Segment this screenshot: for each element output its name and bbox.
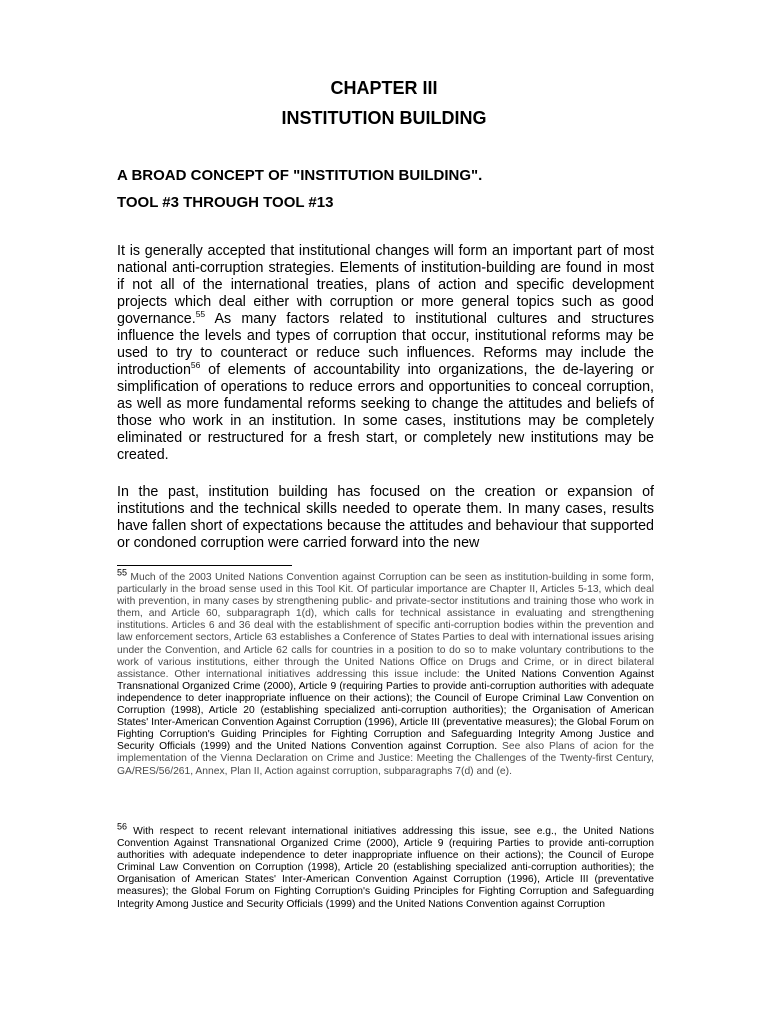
body-paragraph-2: In the past, institution building has focused on the creation or expansion of institutions and the technical skills needed to operate them. In many cases, results have fallen short of expectations because the attitudes and behaviour that supported or condoned corruption were carried forward into the new <box>117 484 654 551</box>
footnote-55-text-a: Much of the 2003 United Nations Convention against Corruption can be seen as institution-building in some form, particularly in the broad sense used in this Tool Kit. Of particular importance are Chapter II, Articles 5-13, which deal with prevention, in many cases by strengthening public- and private-sector institutions and training those who work in them, and Article 60, subparagraph 1(d), which calls for technical assistance in evaluating and strengthening institutions. Articles 6 and 36 deal with the establishment of specific anti-corruption bodies within the prevention and law enforcement sectors, Article 63 establishes a Conference of States Parties to deal with international issues arising under the Convention, and Article 62 calls for countries in a position to do so to make voluntary contributions to the work of various institutions, either through the United Nations Office on Drugs and Crime, or in direct bilateral assistance. Other international initiatives addressing this issue include: <box>117 572 654 680</box>
footnote-ref-56[interactable]: 56 <box>190 360 201 371</box>
paragraph-1-part-c: of elements of accountability into organizations, the de-layering or simplification of operations to reduce errors and opportunities to conceal corruption, as well as more fundamental reforms seeking to change the attitudes and beliefs of those who work in an institution. In some cases, institutions may be completely eliminated or restructured for a fresh start, or completely new institutions may be created. <box>117 362 654 463</box>
chapter-number: CHAPTER III <box>330 78 438 98</box>
chapter-title: INSTITUTION BUILDING <box>281 108 487 128</box>
section-heading: A BROAD CONCEPT OF "INSTITUTION BUILDING". <box>117 167 483 184</box>
footnote-ref-55[interactable]: 55 <box>195 309 206 320</box>
footnote-55-text-b: the United Nations Convention Against Transnational Organized Crime (2000), Article 9 (requiring Parties to provide anti-corruption authorities with adequate independence to deter inappropriate influence on their actions); the Council of Europe Criminal Law Convention on Corruption (1998), Article 20 (establishing specialized anti-corruption authorities); the Organisation of American States' Inter-American Convention Against Corruption (1996), Article III (preventative measures); the Global Forum on Fighting Corruption's Guiding Principles for Fighting Corruption and Safeguarding Integrity Among Justice and Security Officials (1999) and the United Nations Convention against Corruption. <box>117 668 654 753</box>
body-paragraph-1 <box>117 243 654 464</box>
footnote-separator <box>117 565 292 566</box>
paragraph-1-part-a: It is generally accepted that institutional changes will form an important part of most national anti-corruption strategies. Elements of institution-building are found in most if not all of the international treaties, plans of action and specific development projects which deal either with corruption or more general topics such as good governance. <box>117 243 654 327</box>
footnote-55-text-c: See also Plans of acion for the implementation of the Vienna Declaration on Crime and Justice: Meeting the Challenges of the Twenty-first Century, GA/RES/56/261, Annex, Plan II, Action against corruption, subparagraphs 7(d) and (e). <box>117 741 654 777</box>
footnote-55 <box>117 567 654 778</box>
footnote-55-mark: 55 <box>117 567 128 578</box>
footnote-56 <box>117 821 654 911</box>
paragraph-1-part-b: As many factors related to institutional cultures and structures influence the levels and types of corruption that occur, institutional reforms may be used to try to counteract or reduce such influences. Reforms may include the introduction <box>117 311 654 378</box>
footnote-56-mark: 56 <box>117 821 128 832</box>
footnote-56-text: With respect to recent relevant international initiatives addressing this issue, see e.g., the United Nations Convention Against Transnational Organized Crime (2000), Article 9 (requiring Parties to provide anti-corruption authorities with adequate independence to deter inappropriate influence on their actions); the Council of Europe Criminal Law Convention on Corruption (1998), Article 20 (establishing specialized anti-corruption authorities); the Organisation of American States' Inter-American Convention Against Corruption (1996), Article III (preventative measures); the Global Forum on Fighting Corruption's Guiding Principles for Fighting Corruption and Safeguarding Integrity Among Justice and Security Officials (1999) and the United Nations Convention against Corruption <box>117 826 654 910</box>
section-subheading: TOOL #3 THROUGH TOOL #13 <box>117 194 334 211</box>
